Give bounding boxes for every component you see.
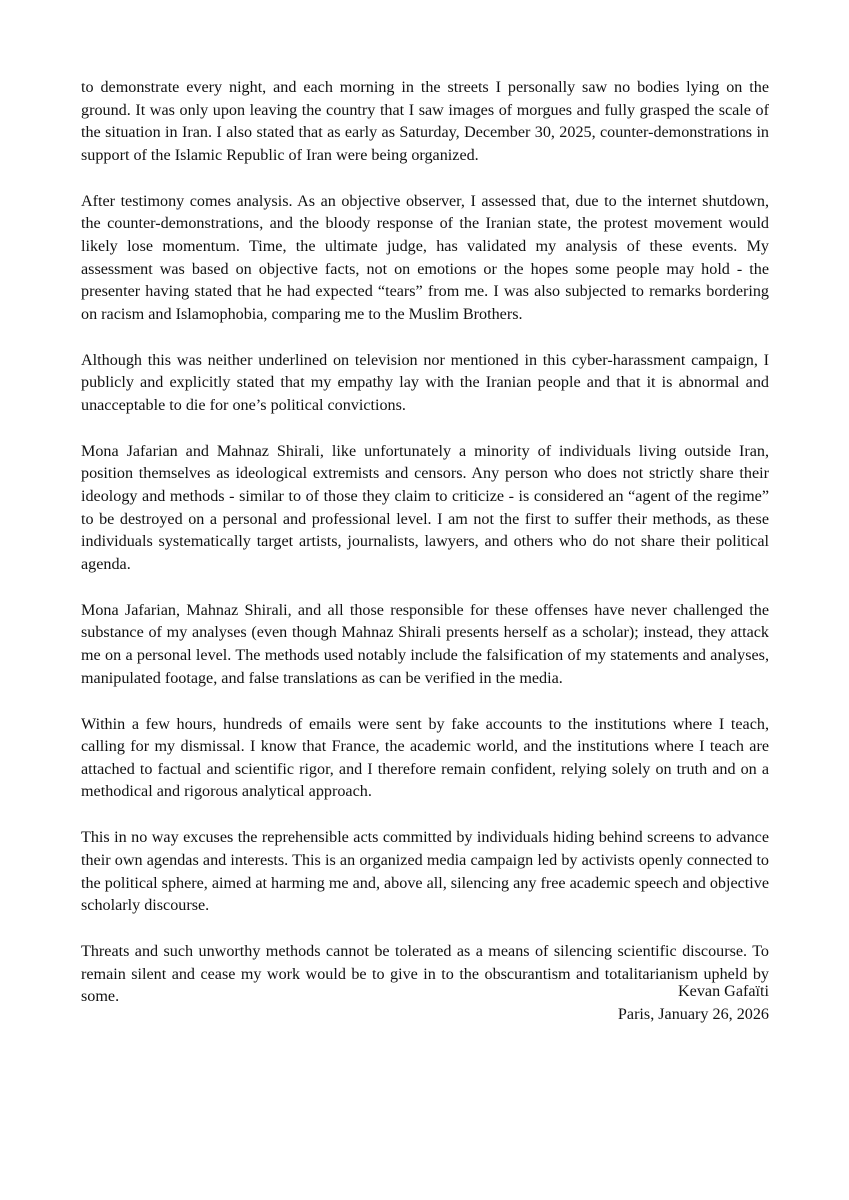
- paragraph-6: Within a few hours, hundreds of emails were sent by fake accounts to the institutions where I teach, calling for my dismissal. I know that France, the academic world, and the institutions where I teach are attached to factual and scientific rigor, and I therefore remain confident, relying solely on truth and on a methodical and rigorous analytical approach.: [81, 715, 769, 801]
- paragraph-5: Mona Jafarian, Mahnaz Shirali, and all those responsible for these offenses have never challenged the substance of my analyses (even though Mahnaz Shirali presents herself as a scholar); instead, they attack me on a personal level. The methods used notably include the falsification of my statements and analyses, manipulated footage, and false translations as can be verified in the media.: [81, 601, 769, 687]
- paragraph-3: Although this was neither underlined on television nor mentioned in this cyber-harassment campaign, I publicly and explicitly stated that my empathy lay with the Iranian people and that it is abnormal and unacceptable to die for one’s political convictions.: [81, 351, 769, 414]
- signature-name: Kevan Gafaïti: [678, 983, 769, 1000]
- paragraph-2: After testimony comes analysis. As an objective observer, I assessed that, due to the internet shutdown, the counter-demonstrations, and the bloody response of the Iranian state, the protest movement would likely lose momentum. Time, the ultimate judge, has validated my analysis of these events. My assessment was based on objective facts, not on emotions or the hopes some people may hold - the presenter having stated that he had expected “tears” from me. I was also subjected to remarks bordering on racism and Islamophobia, comparing me to the Muslim Brothers.: [81, 192, 769, 323]
- paragraph-8: Threats and such unworthy methods cannot be tolerated as a means of silencing scientific discourse. To remain silent and cease my work would be to give in to the obscurantism and totalitarianism upheld by some.: [81, 943, 769, 1006]
- signature-place-date: Paris, January 26, 2026: [617, 1005, 769, 1023]
- paragraph-7: This in no way excuses the reprehensible acts committed by individuals hiding behind screens to advance their own agendas and interests. This is an organized media campaign led by activists openly connected to the political sphere, aimed at harming me and, above all, silencing any free academic speech and objective scholarly discourse.: [81, 829, 769, 915]
- document-body: [81, 77, 769, 1032]
- signature-block: [618, 981, 769, 1026]
- paragraph-1: to demonstrate every night, and each morning in the streets I personally saw no bodies lying on the ground. It was only upon leaving the country that I saw images of morgues and fully grasped the scale of the situation in Iran. I also stated that as early as Saturday, December 30, 2025, counter-demonstrations in support of the Islamic Republic of Iran were being organized.: [81, 79, 769, 164]
- paragraph-4: Mona Jafarian and Mahnaz Shirali, like unfortunately a minority of individuals living outside Iran, position themselves as ideological extremists and censors. Any person who does not strictly share their ideology and methods - similar to of those they claim to criticize - is considered an “agent of the regime” to be destroyed on a personal and professional level. I am not the first to suffer their methods, as these individuals systematically target artists, journalists, lawyers, and others who do not share their political agenda.: [81, 442, 769, 573]
